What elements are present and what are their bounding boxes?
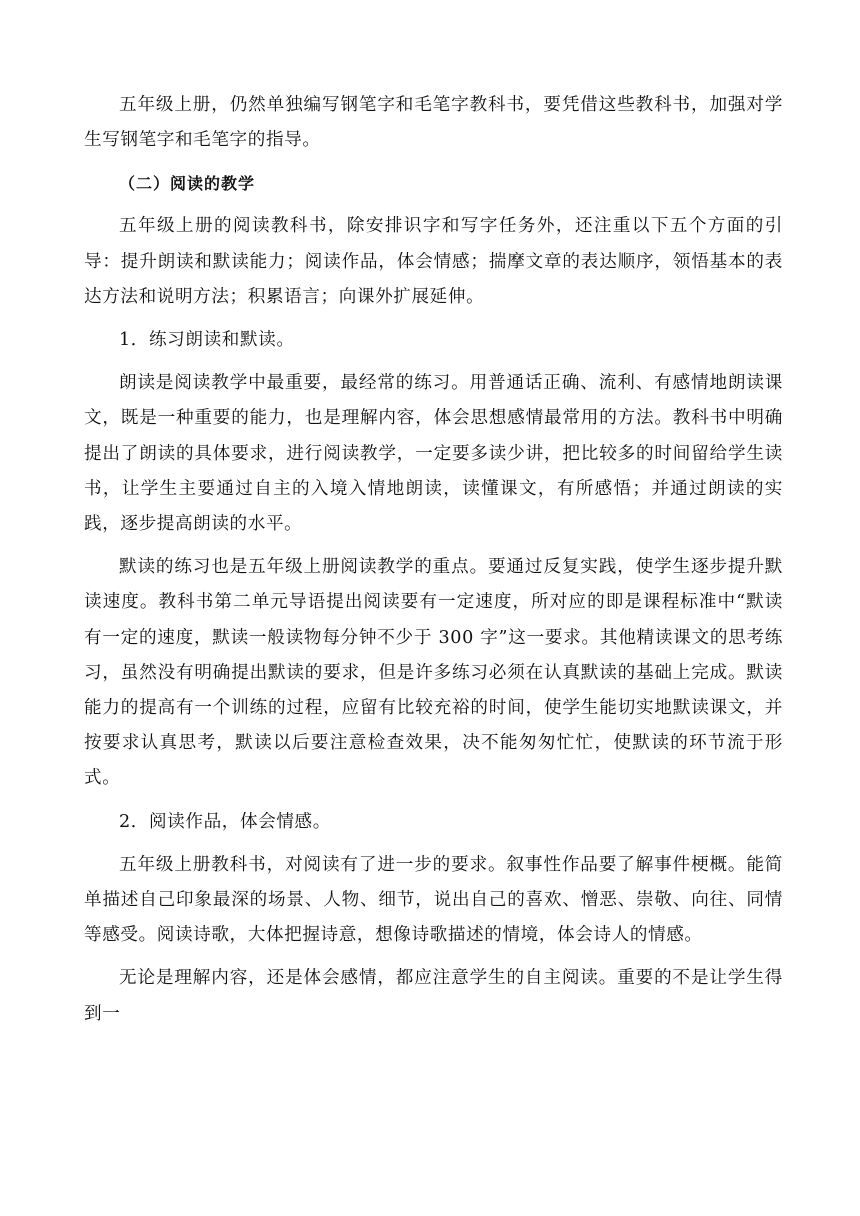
section-heading-reading: （二）阅读的教学 [119,174,256,194]
item-heading-2: 2．阅读作品，体会情感。 [119,811,331,832]
paragraph-silent-reading: 默读的练习也是五年级上册阅读教学的重点。要通过反复实践，使学生逐步提升默读速度。教科书第二单元导语提出阅读要有一定速度，所对应的即是课程标准中“默读有一定的速度，默读一般读物每分钟不少于 300 字”这一要求。其他精读课文的思考练习，虽然没有明确提出默读的要求，但是许多练习必须在认真默读的基础上完成。默读能力的提高有一个训练的过程，应留有比较充裕的时间，使学生能切实地默读课文，并按要求认真思考，默读以后要注意检查效果，决不能匆匆忙忙，使默读的环节流于形式。 [84,557,783,789]
paragraph-penmanship: 五年级上册，仍然单独编写钢笔字和毛笔字教科书，要凭借这些教科书，加强对学生写钢笔字和毛笔字的指导。 [84,95,783,151]
paragraph-reading-overview: 五年级上册的阅读教科书，除安排识字和写字任务外，还注重以下五个方面的引导：提升朗读和默读能力；阅读作品，体会情感；揣摩文章的表达顺序，领悟基本的表达方法和说明方法；积累语言；向课外扩展延伸。 [84,216,783,307]
paragraph-autonomous-reading: 无论是理解内容，还是体会感情，都应注意学生的自主阅读。重要的不是让学生得到一 [84,968,783,1024]
item-heading-1: 1．练习朗读和默读。 [119,330,295,351]
paragraph-reading-aloud: 朗读是阅读教学中最重要，最经常的练习。用普通话正确、流利、有感情地朗读课文，既是一种重要的能力，也是理解内容，体会思想感情最常用的方法。教科书中明确提出了朗读的具体要求，进行阅读教学，一定要多读少讲，把比较多的时间留给学生读书，让学生主要通过自主的入境入情地朗读，读懂课文，有所感悟；并通过朗读的实践，逐步提高朗读的水平。 [84,373,783,535]
paragraph-reading-works: 五年级上册教科书，对阅读有了进一步的要求。叙事性作品要了解事件梗概。能简单描述自己印象最深的场景、人物、细节，说出自己的喜欢、憎恶、崇敬、向往、同情等感受。阅读诗歌，大体把握诗意，想像诗歌描述的情境，体会诗人的情感。 [84,854,783,946]
